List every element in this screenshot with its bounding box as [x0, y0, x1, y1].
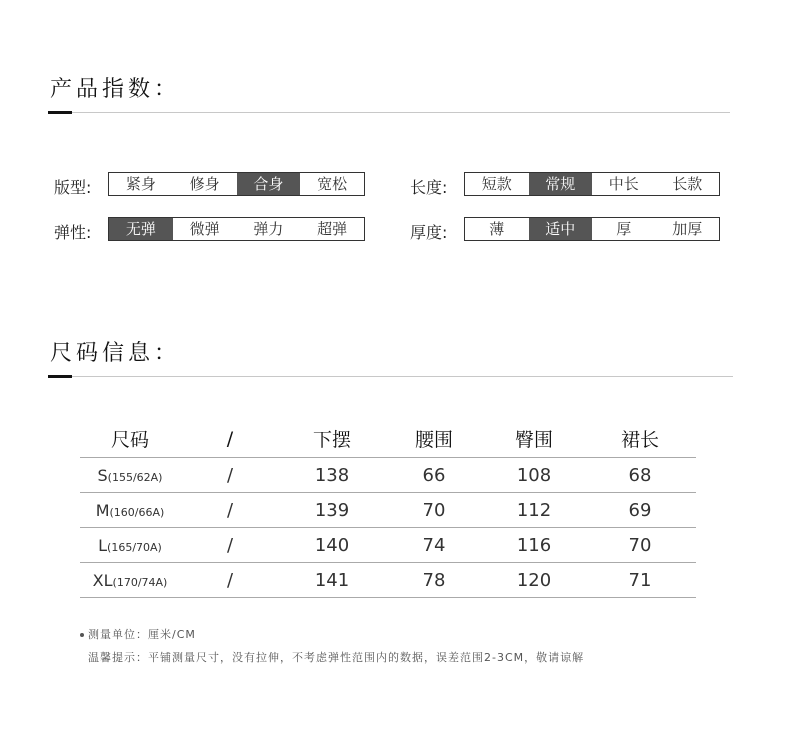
table-row — [80, 458, 696, 493]
attr-thickness-option-selected: 适中 — [529, 218, 593, 240]
attr-length-selector — [464, 172, 720, 196]
attr-fit-label: 版型: — [54, 178, 92, 197]
slash-cell: / — [226, 499, 234, 521]
size-code: M — [95, 500, 110, 520]
attr-thickness-option: 薄 — [489, 220, 505, 238]
hem-cell: 140 — [314, 534, 350, 556]
attr-length-option-selected: 常规 — [529, 173, 593, 195]
attr-thickness-option: 加厚 — [672, 220, 703, 238]
size-info-accent-mark — [48, 375, 72, 378]
table-row — [80, 493, 696, 528]
length-cell: 69 — [628, 499, 652, 521]
size-cell — [80, 500, 180, 521]
attr-elasticity-option: 超弹 — [317, 220, 348, 238]
size-table — [80, 420, 696, 598]
hem-cell: 141 — [314, 569, 350, 591]
size-spec: (155/62A) — [107, 470, 163, 484]
size-table-header — [80, 420, 696, 458]
hip-cell: 112 — [516, 499, 552, 521]
attr-fit-option-selected: 合身 — [237, 173, 301, 195]
header-slash: / — [226, 427, 234, 450]
attr-fit-option: 宽松 — [317, 175, 348, 193]
size-cell — [80, 570, 180, 591]
size-code: XL — [92, 570, 113, 590]
header-hem: 下摆 — [312, 429, 351, 451]
hem-cell: 139 — [314, 499, 350, 521]
waist-cell: 66 — [422, 464, 446, 486]
table-row — [80, 528, 696, 563]
attr-length-option: 短款 — [481, 175, 512, 193]
attr-elasticity-option: 弹力 — [253, 220, 284, 238]
product-index-divider — [50, 112, 730, 113]
product-index-title: 产品指数： — [50, 77, 181, 102]
attr-thickness-label: 厚度: — [410, 223, 448, 242]
length-cell: 68 — [628, 464, 652, 486]
attr-elasticity-label: 弹性: — [54, 223, 92, 242]
attr-elasticity-option: 微弹 — [189, 220, 220, 238]
size-info-divider — [50, 376, 733, 377]
length-cell: 71 — [628, 569, 652, 591]
slash-cell: / — [226, 569, 234, 591]
hip-cell: 116 — [516, 534, 552, 556]
hem-cell: 138 — [314, 464, 350, 486]
size-code: L — [98, 535, 108, 555]
attr-fit-selector — [108, 172, 365, 196]
header-size: 尺码 — [110, 429, 149, 451]
attr-elasticity-selector — [108, 217, 365, 241]
size-spec: (165/70A) — [107, 540, 162, 554]
size-code: S — [97, 465, 108, 485]
attr-length-option: 长款 — [672, 175, 703, 193]
size-cell — [80, 465, 180, 486]
measure-unit-note — [80, 626, 196, 642]
slash-cell: / — [226, 534, 234, 556]
attr-elasticity-option-selected: 无弹 — [109, 218, 173, 240]
attr-length-label: 长度: — [410, 178, 448, 197]
waist-cell: 70 — [422, 499, 446, 521]
measure-tip-note: 温馨提示：平铺测量尺寸，没有拉伸，不考虑弹性范围内的数据，误差范围2-3CM，敬请谅解 — [88, 651, 585, 664]
slash-cell: / — [226, 464, 234, 486]
measure-unit-text: 测量单位：厘米/CM — [88, 628, 196, 641]
length-cell: 70 — [628, 534, 652, 556]
hip-cell: 108 — [516, 464, 552, 486]
attr-thickness-selector — [464, 217, 720, 241]
bullet-icon — [80, 633, 84, 637]
attr-length-option: 中长 — [608, 175, 639, 193]
waist-cell: 78 — [422, 569, 446, 591]
table-row — [80, 563, 696, 598]
attr-thickness-option: 厚 — [616, 220, 632, 238]
header-waist: 腰围 — [414, 429, 453, 451]
size-info-title: 尺码信息： — [50, 341, 181, 366]
header-hip: 臀围 — [514, 429, 553, 451]
size-spec: (170/74A) — [112, 575, 168, 589]
header-length: 裙长 — [620, 429, 659, 451]
product-index-accent-mark — [48, 111, 72, 114]
size-spec: (160/66A) — [109, 505, 165, 519]
hip-cell: 120 — [516, 569, 552, 591]
waist-cell: 74 — [422, 534, 446, 556]
attr-fit-option: 紧身 — [125, 175, 156, 193]
attr-fit-option: 修身 — [189, 175, 220, 193]
size-cell — [80, 535, 180, 556]
